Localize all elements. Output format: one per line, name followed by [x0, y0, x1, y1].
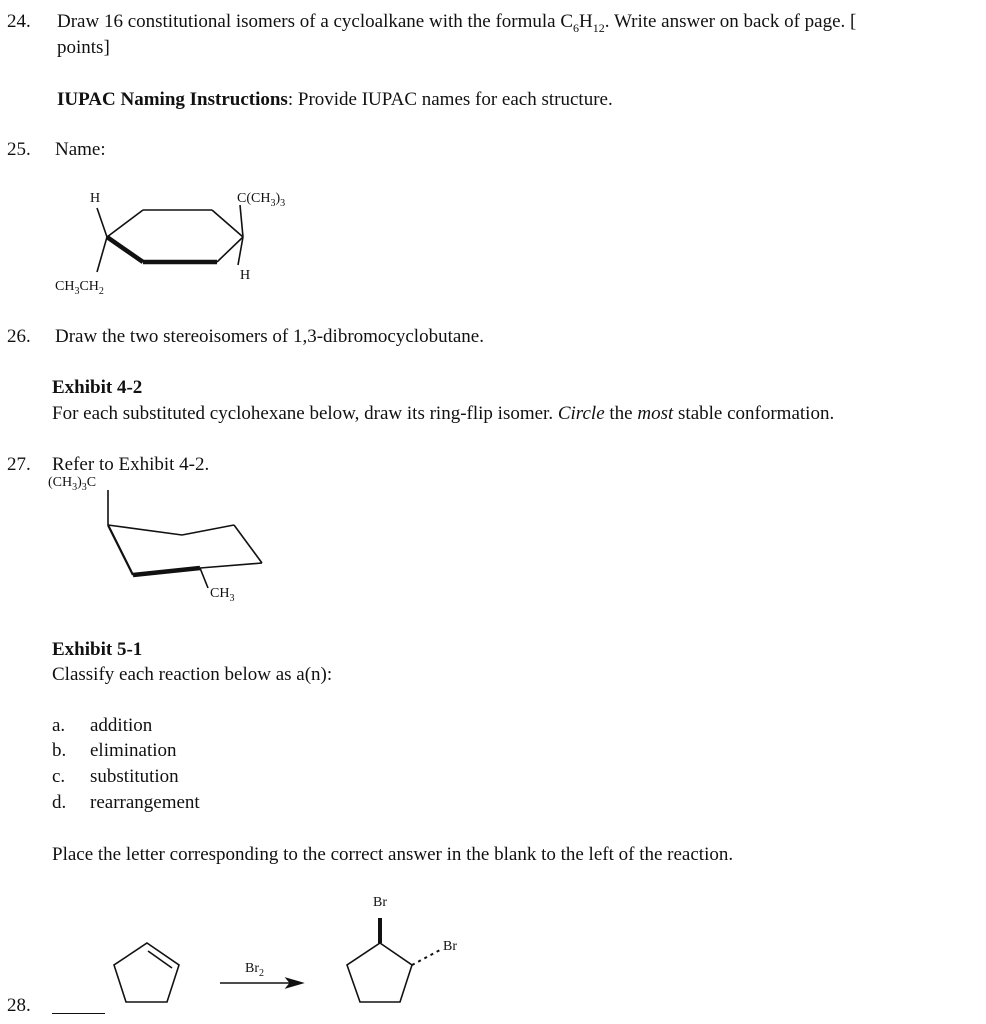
question-26-text: Draw the two stereoisomers of 1,3-dibromocyclobutane. — [55, 326, 484, 347]
q25-tert-butyl-label — [237, 192, 285, 209]
question-number-25: 25. — [7, 139, 31, 160]
question-27-text: Refer to Exhibit 4-2. — [52, 454, 210, 475]
option-b-letter: b. — [52, 740, 67, 761]
option-c-label: substitution — [90, 766, 179, 787]
exhibit-5-1-title-text: Exhibit 5-1 — [52, 639, 143, 660]
exhibit-5-1-instruction: Place the letter corresponding to the correct answer in the blank to the left of the reaction. — [52, 844, 734, 865]
q28-reagent-sub: 2 — [259, 967, 264, 979]
q25-h-top-label: H — [90, 191, 101, 206]
q27-tbu-sub: 3 — [72, 481, 78, 493]
exhibit-4-2-text-c: stable conformation. — [673, 403, 835, 424]
question-24-text-b: . Write answer on back of page. [ — [604, 11, 857, 32]
question-24-line2: points] — [57, 37, 110, 58]
exhibit-5-1-title — [52, 640, 142, 659]
question-25-text: Name: — [55, 139, 106, 160]
formula-sub-12: 12 — [592, 20, 605, 35]
formula-sub-6: 6 — [573, 20, 580, 35]
option-c-letter: c. — [52, 766, 66, 787]
exhibit-4-2-text — [52, 404, 834, 423]
q25-h-bottom-label: H — [240, 268, 251, 283]
q27-tbu-c: C — [86, 475, 97, 490]
exhibit-4-2-most: most — [637, 403, 674, 424]
exhibit-4-2-circle: Circle — [557, 403, 605, 424]
q25-ethyl-a: CH — [55, 279, 75, 294]
q25-ethyl-sub1: 3 — [74, 285, 80, 297]
cyclohexane-chair-q27 — [108, 490, 262, 588]
q25-tbu-sub: 3 — [270, 197, 276, 209]
dibromocyclopentane — [347, 918, 440, 1002]
q25-ethyl-sub2: 2 — [98, 285, 104, 297]
option-d-letter: d. — [52, 792, 67, 813]
q25-tbu-a: C(CH — [237, 191, 271, 206]
exhibit-4-2-text-b: the — [604, 403, 638, 424]
question-number-26: 26. — [7, 326, 31, 347]
reaction-arrow — [220, 978, 303, 988]
q27-tbu-a: (CH — [48, 475, 73, 490]
option-b-label: elimination — [90, 740, 177, 761]
q25-tbu-b: ) — [275, 191, 281, 206]
q28-reagent-a: Br — [245, 961, 259, 976]
cyclohexane-q25 — [97, 205, 243, 272]
answer-blank-28[interactable] — [52, 1013, 105, 1014]
question-number-27: 27. — [7, 454, 31, 475]
iupac-heading: IUPAC Naming Instructions — [57, 89, 288, 110]
cyclopentene — [114, 943, 179, 1002]
q27-tbu-sub2: 3 — [81, 481, 87, 493]
question-number-24: 24. — [7, 11, 31, 32]
formula-h: H — [579, 11, 593, 32]
exhibit-5-1-text: Classify each reaction below as a(n): — [52, 664, 333, 685]
exhibit-4-2-title — [52, 378, 142, 397]
q27-methyl-label — [210, 587, 234, 604]
option-d-label: rearrangement — [90, 792, 200, 813]
q28-br-right-label: Br — [443, 939, 457, 954]
iupac-text: : Provide IUPAC names for each structure. — [287, 89, 613, 110]
q27-tbu-b: ) — [77, 475, 82, 490]
q28-br-top-label: Br — [373, 895, 387, 910]
q27-tert-butyl-label — [48, 476, 96, 493]
q25-ethyl-label — [55, 280, 104, 297]
q25-tbu-sub2: 3 — [280, 197, 286, 209]
q28-reagent-label — [245, 962, 264, 979]
q25-ethyl-b: CH — [79, 279, 99, 294]
question-number-28: 28. — [7, 995, 31, 1016]
question-24-text-a: Draw 16 constitutional isomers of a cycloalkane with the formula C — [57, 11, 574, 32]
exhibit-4-2-text-a: For each substituted cyclohexane below, draw its ring-flip isomer. — [52, 403, 558, 424]
option-a-label: addition — [90, 715, 153, 736]
option-a-letter: a. — [52, 715, 66, 736]
q27-me-sub: 3 — [229, 592, 235, 604]
exhibit-4-2-title-text: Exhibit 4-2 — [52, 377, 143, 398]
q27-me-a: CH — [210, 586, 230, 601]
